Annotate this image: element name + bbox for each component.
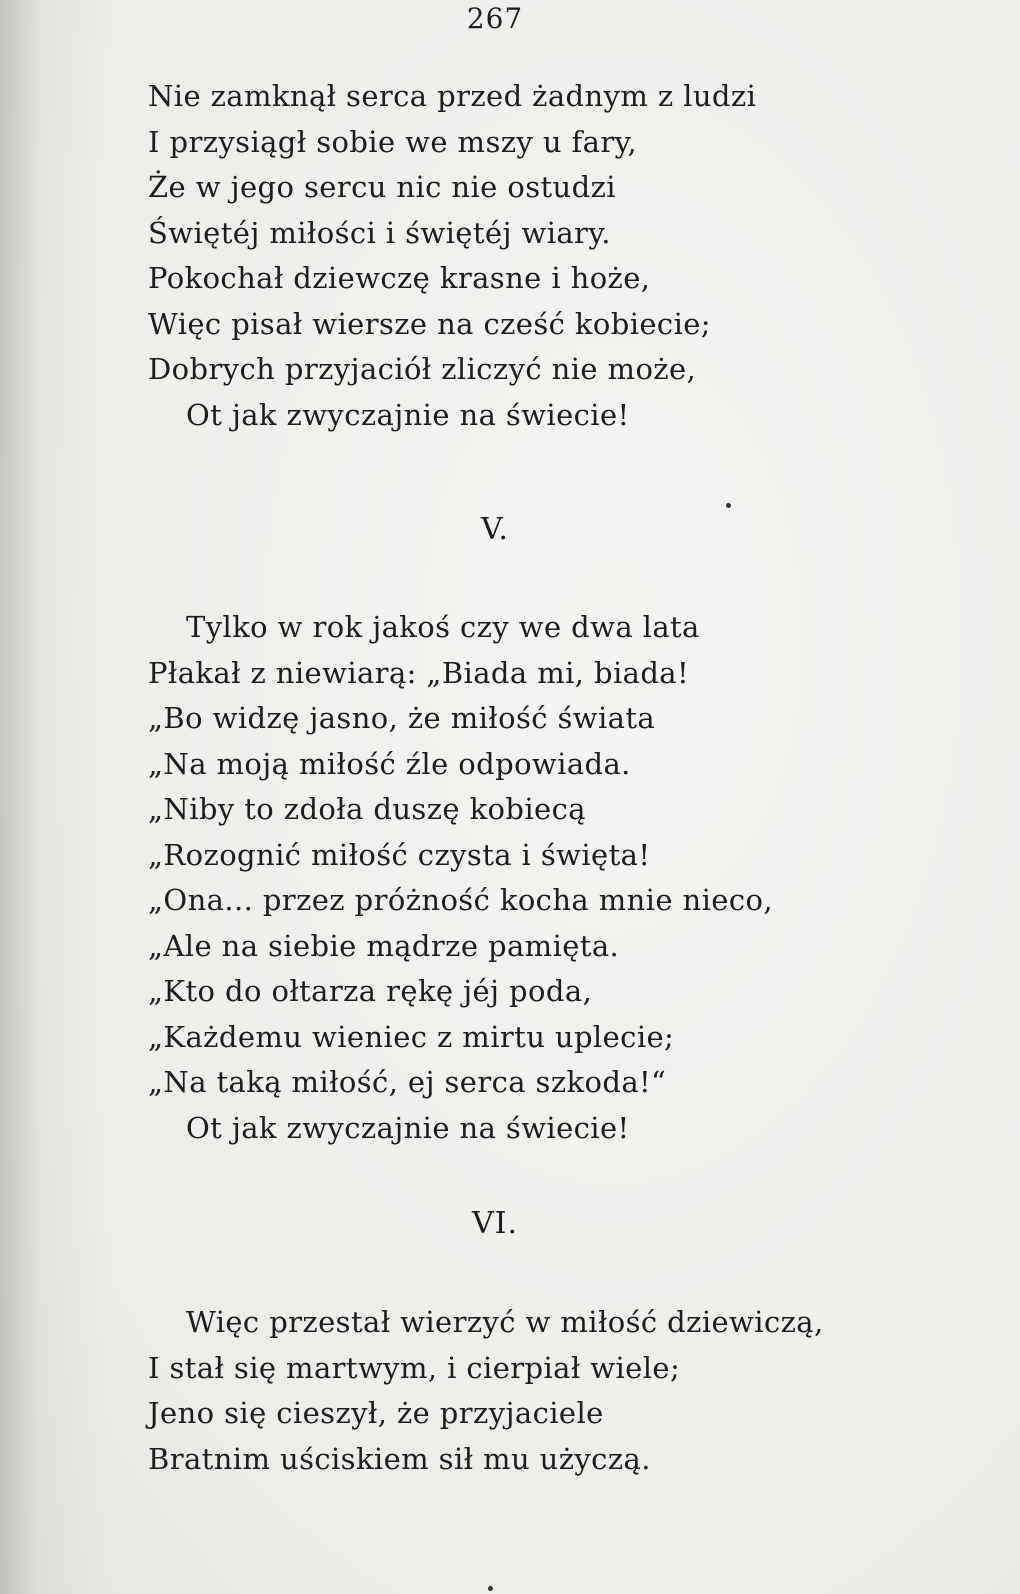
verse-line: „Rozognić miłość czysta i święta! (148, 837, 651, 872)
page-number: 267 (466, 2, 524, 35)
refrain-line: Ot jak zwyczajnie na świecie! (186, 397, 630, 432)
verse-line: Dobrych przyjaciół zliczyć nie może, (148, 352, 697, 386)
verse-line: Płakał z niewiarą: „Biada mi, biada! (148, 655, 690, 690)
verse-line: Nie zamknął serca przed żadnym z ludzi (148, 79, 757, 113)
verse-line: Świętéj miłości i świętéj wiary. (148, 215, 611, 250)
verse-line: „Każdemu wieniec z mirtu uplecie; (148, 1019, 675, 1054)
verse-line: „Na moją miłość źle odpowiada. (148, 746, 631, 781)
section-heading-vi: VI. (471, 1206, 519, 1241)
verse-line: „Niby to zdoła duszę kobiecą (148, 792, 586, 826)
verse-line: Więc przestał wierzyć w miłość dziewiczą, (186, 1305, 824, 1339)
verse-line: „Na taką miłość, ej serca szkoda!“ (148, 1065, 667, 1099)
verse-line: I stał się martwym, i cierpiał wiele; (148, 1350, 681, 1385)
refrain-line: Ot jak zwyczajnie na świecie! (186, 1110, 630, 1145)
verse-line: „Ale na siebie mądrze pamięta. (148, 928, 620, 963)
verse-line: Bratnim uściskiem sił mu użyczą. (148, 1441, 651, 1476)
verse-line: I przysiągł sobie we mszy u fary, (148, 124, 638, 159)
section-heading-v: V. (481, 512, 509, 547)
verse-line: Pokochał dziewczę krasne i hoże, (148, 261, 651, 295)
stanza-3 (148, 1300, 908, 1482)
ink-speck (488, 1586, 493, 1591)
verse-line: Jeno się cieszył, że przyjaciele (148, 1396, 604, 1430)
verse-line: Że w jego sercu nic nie ostudzi (148, 170, 616, 204)
ink-speck (726, 503, 731, 508)
stanza-2 (148, 605, 908, 1151)
verse-line: „Ona... przez próżność kocha mnie nieco, (148, 883, 773, 917)
verse-line: „Bo widzę jasno, że miłość świata (148, 701, 656, 735)
verse-line: „Kto do ołtarza rękę jéj poda, (148, 974, 593, 1008)
stanza-1 (148, 74, 908, 438)
verse-line: Tylko w rok jakoś czy we dwa lata (186, 610, 700, 644)
verse-line: Więc pisał wiersze na cześć kobiecie; (148, 306, 711, 341)
